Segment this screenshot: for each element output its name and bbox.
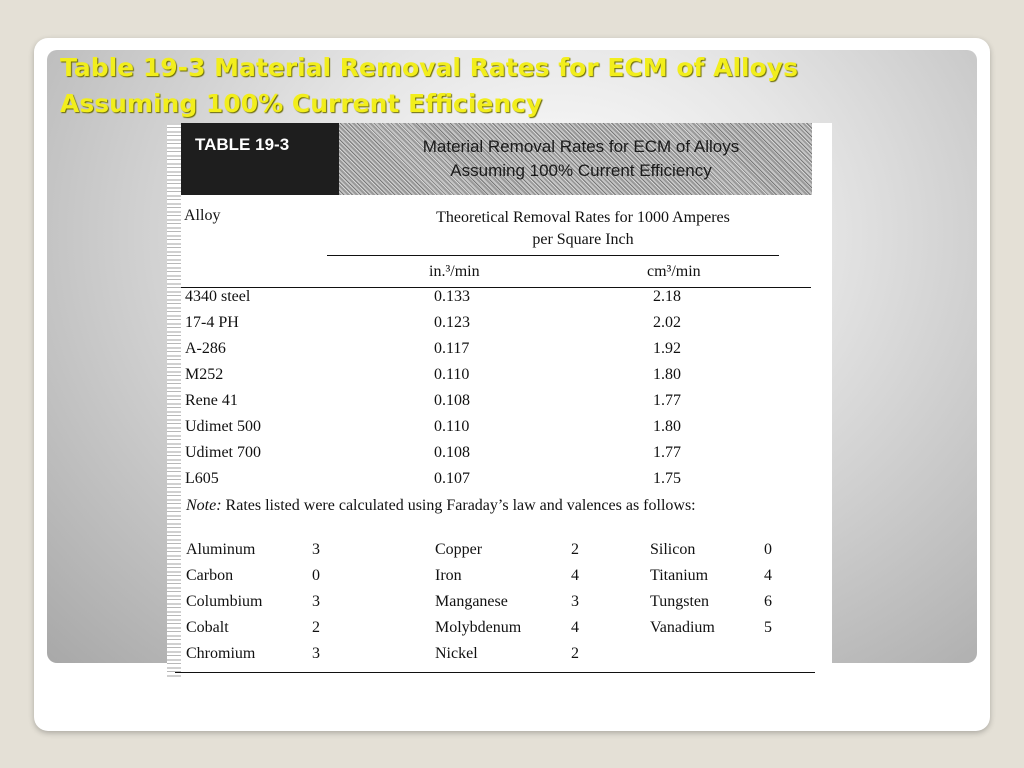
table-row [185,340,785,366]
alloy-name-cell: M252 [185,366,224,383]
table-row [185,392,785,418]
rate-cm-cell: 1.92 [653,340,681,357]
rate-in-cell: 0.108 [434,444,470,461]
alloy-name-cell: L605 [185,470,219,487]
rate-cm-cell: 2.18 [653,288,681,305]
element-valence: 4 [764,567,772,584]
rate-in-cell: 0.110 [434,366,470,383]
scanned-table-image [167,123,832,677]
element-valence: 2 [312,619,320,636]
element-name: Titanium [650,567,709,584]
element-valence: 3 [312,541,320,558]
note-text: Rates listed were calculated using Faraday’s law and valences as follows: [221,497,696,514]
element-valence: 6 [764,593,772,610]
table-row [185,470,785,496]
element-name: Cobalt [186,619,229,636]
alloy-name-cell: Udimet 700 [185,444,261,461]
element-name: Iron [435,567,462,584]
alloy-name-cell: Rene 41 [185,392,238,409]
element-valence: 4 [571,567,579,584]
rate-in-cell: 0.108 [434,392,470,409]
element-name: Vanadium [650,619,715,636]
element-valence: 0 [764,541,772,558]
table-row [185,314,785,340]
note-label: Note: [186,497,222,514]
rate-in-cell: 0.123 [434,314,470,331]
element-name: Aluminum [186,541,256,558]
table-label: TABLE 19-3 [195,135,290,154]
column-header-alloy: Alloy [184,207,221,224]
alloy-name-cell: A-286 [185,340,226,357]
element-name: Tungsten [650,593,709,610]
table-bottom-rule [175,672,815,673]
element-name: Silicon [650,541,696,558]
table-row [185,288,785,314]
rate-cm-cell: 2.02 [653,314,681,331]
element-name: Copper [435,541,483,558]
element-valence: 3 [312,645,320,662]
table-row [185,444,785,470]
rate-cm-cell: 1.77 [653,444,681,461]
element-valence: 5 [764,619,772,636]
table-caption: Material Removal Rates for ECM of Alloys Assuming 100% Current Efficiency [422,137,740,180]
element-valence: 3 [571,593,579,610]
element-name: Carbon [186,567,234,584]
element-name: Nickel [435,645,478,662]
element-name: Columbium [186,593,263,610]
unit-header-cm: cm³/min [647,263,701,280]
rate-in-cell: 0.107 [434,470,470,487]
element-name: Chromium [186,645,256,662]
rate-in-cell: 0.117 [434,340,470,357]
element-name: Molybdenum [435,619,522,636]
rate-cm-cell: 1.80 [653,366,681,383]
slide-title: Table 19-3 Material Removal Rates for ECM of Alloys Assuming 100% Current Efficiency [60,53,798,118]
table-note [186,496,766,515]
rate-cm-cell: 1.75 [653,470,681,487]
element-name: Manganese [435,593,508,610]
rate-in-cell: 0.133 [434,288,470,305]
rate-in-cell: 0.110 [434,418,470,435]
scan-edge-noise [167,123,181,677]
element-valence: 0 [312,567,320,584]
alloy-name-cell: Udimet 500 [185,418,261,435]
element-valence: 4 [571,619,579,636]
rate-cm-cell: 1.77 [653,392,681,409]
element-valence: 3 [312,593,320,610]
column-group-header: Theoretical Removal Rates for 1000 Amperes per Square Inch [436,209,730,248]
unit-header-in: in.³/min [429,263,480,280]
element-valence: 2 [571,645,579,662]
element-valence: 2 [571,541,579,558]
rate-cm-cell: 1.80 [653,418,681,435]
alloy-name-cell: 17-4 PH [185,314,239,331]
table-header-band [181,123,812,195]
table-row [185,366,785,392]
table-row [185,418,785,444]
group-header-rule [327,255,779,256]
alloy-name-cell: 4340 steel [185,288,251,305]
